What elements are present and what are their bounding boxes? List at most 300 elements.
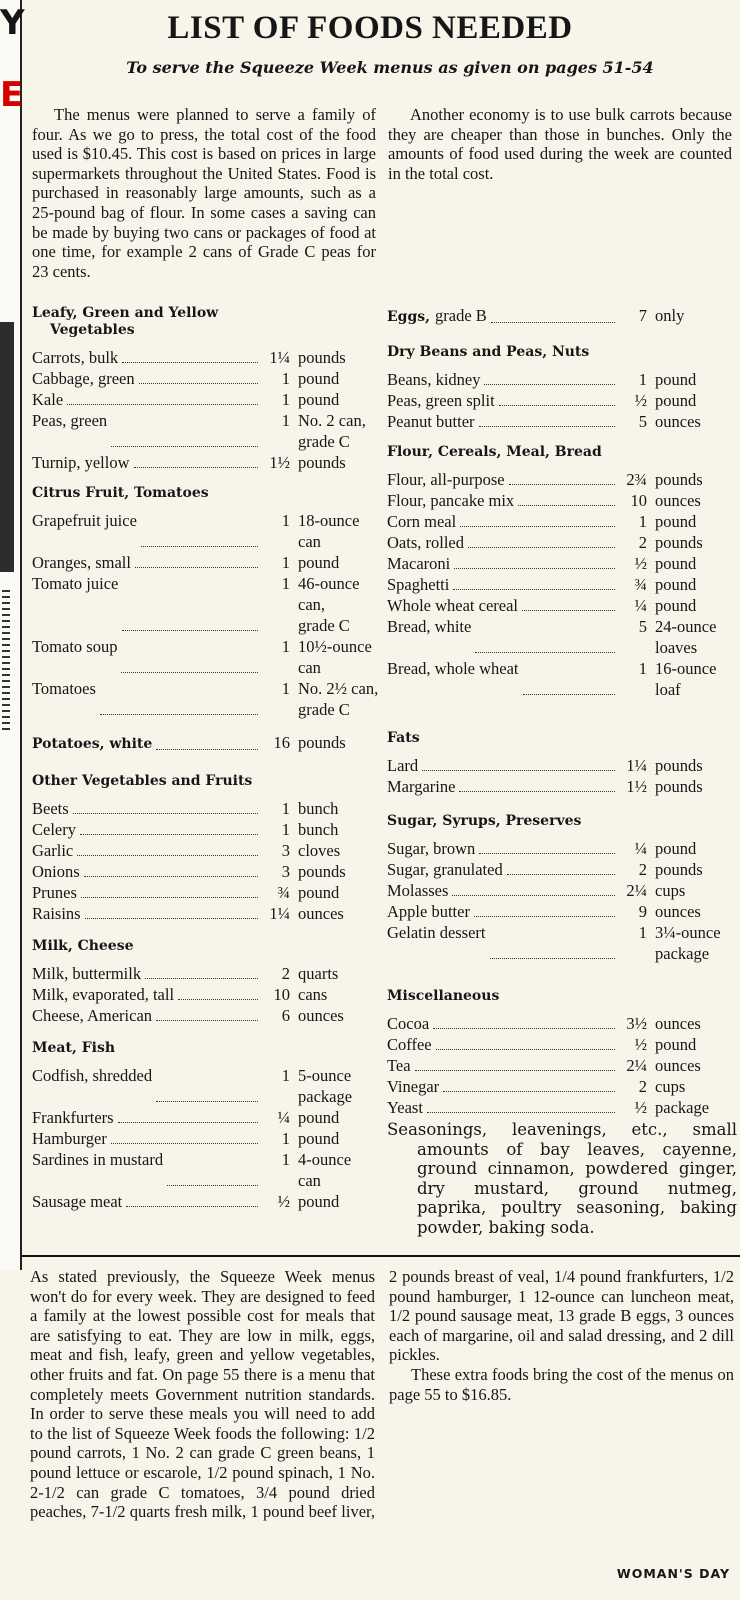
food-item-name: Carrots, bulk [32,348,119,367]
food-item [387,532,737,553]
leader-dots [509,469,615,485]
food-item-quantity: ½ [634,554,647,573]
food-item-unit: ounces [655,412,701,431]
food-item-quantity: 2 [638,860,647,879]
section-heading-line: Other Vegetables and Fruits [32,773,253,789]
section-heading-line: Meat, Fish [32,1040,116,1056]
section-heading [387,344,737,361]
food-item-unit: pound [298,883,340,902]
leader-dots [460,511,615,527]
food-item [387,490,737,511]
food-item [32,861,384,882]
food-item-name: Sardines in mustard [32,1150,164,1169]
leader-dots [139,368,258,384]
food-item [32,573,384,636]
food-item-quantity: 3½ [626,1014,647,1033]
food-item-unit: 24-ounce loaves [655,617,717,657]
food-item [387,1055,737,1076]
food-item [387,859,737,880]
leader-dots [156,1005,258,1021]
leader-dots [499,390,615,406]
food-item [387,1097,737,1118]
food-item-unit: pound [298,1192,340,1211]
food-item-name-suffix: grade B [435,306,487,325]
leader-dots [121,636,258,673]
leader-dots [507,859,615,875]
food-item-unit: 18-ounce can [298,511,360,551]
food-item [387,305,737,328]
food-item-name: Spaghetti [387,575,450,594]
food-item-unit: pounds [655,533,703,552]
section-heading-line: Leafy, Green and Yellow [32,305,219,321]
food-item [387,574,737,595]
food-item-quantity: 5 [638,617,647,636]
food-item [387,469,737,490]
section-heading-line: Citrus Fruit, Tomatoes [32,485,209,501]
leader-dots [145,963,258,979]
food-section [387,444,737,700]
food-item [32,732,384,755]
edge-photo [0,322,14,572]
bottom-paragraph: These extra foods bring the cost of the menus on page 55 to $16.85. [389,1364,734,1404]
food-item-unit: 3¼-ounce package [655,923,721,963]
food-item-quantity: 3 [281,841,290,860]
food-item-unit: ounces [298,904,344,923]
food-list-left-column [32,305,384,1226]
food-item-quantity: 1¼ [269,904,290,923]
food-section [387,305,737,328]
section-heading [32,773,384,790]
food-section [387,730,737,797]
food-item-name: Tomatoes [32,679,96,698]
leader-dots [474,901,615,917]
food-item-name: Kale [32,390,64,409]
food-item-name: Yeast [387,1098,423,1117]
food-item [32,819,384,840]
food-item-quantity: ¼ [277,1108,290,1127]
food-item-quantity: 1 [281,637,290,656]
food-item-unit: pound [655,575,697,594]
food-item-name: Codfish, shredded [32,1066,153,1085]
food-item-quantity: ½ [634,391,647,410]
section-heading [387,444,737,461]
food-item-unit: cans [298,985,328,1004]
food-item-unit: ounces [655,491,701,510]
leader-dots [522,595,615,611]
food-item-unit: pounds [655,470,703,489]
section-heading [32,1040,384,1057]
food-item-name [387,305,487,328]
food-item-quantity: 2 [638,533,647,552]
food-item-name: Flour, pancake mix [387,491,515,510]
food-item-quantity: 1 [281,799,290,818]
food-item-name: Garlic [32,841,74,860]
food-item [387,411,737,432]
leader-dots [84,861,258,877]
food-item-unit: bunch [298,820,339,839]
food-section [32,1040,384,1212]
food-item-name: Turnip, yellow [32,453,130,472]
food-item [32,1191,384,1212]
food-item-name: Bread, whole wheat [387,659,519,678]
leader-dots [422,755,615,771]
food-item-name: Tomato juice [32,574,119,593]
leader-dots [122,573,258,631]
food-item [387,390,737,411]
leader-dots [523,658,616,695]
magazine-footer: WOMAN'S DAY [616,1566,730,1581]
section-heading [32,485,384,502]
food-item-unit: ounces [298,1006,344,1025]
food-item-quantity: 2¼ [626,881,647,900]
seasonings-note: Seasonings, leavenings, etc., small amounts of bay leaves, cayenne, ground cinnamon, powdered ginger, dry mustard, ground nutmeg, paprika, poultry seasoning, baking powder, baking soda. [387,1120,737,1237]
food-list-right-column [387,305,737,1252]
food-item [32,840,384,861]
food-item-quantity: 1 [281,1066,290,1085]
food-item-quantity: ½ [277,1192,290,1211]
food-item-unit: No. 2½ can, grade C [298,679,379,719]
section-heading: Eggs, [387,309,431,325]
food-item [32,368,384,389]
food-item-unit: No. 2 can, grade C [298,411,366,451]
food-item-unit: 46-ounce can, grade C [298,574,360,635]
food-item [387,1013,737,1034]
food-item-unit: pounds [298,862,346,881]
food-item [32,389,384,410]
food-item [32,1065,384,1107]
food-item [387,776,737,797]
leader-dots [459,776,615,792]
food-item-name: Hamburger [32,1129,107,1148]
food-section [32,938,384,1026]
leader-dots [475,616,615,653]
food-item [32,1149,384,1191]
leader-dots [118,1107,258,1123]
food-item-unit: pounds [655,756,703,775]
food-item-name: Onions [32,862,80,881]
leader-dots [111,1128,258,1144]
leader-dots [77,840,258,856]
leader-dots [433,1013,615,1029]
food-item-quantity: 1 [281,820,290,839]
leader-dots [141,510,258,547]
food-item-name: Peas, green split [387,391,495,410]
food-item [387,755,737,776]
food-item-unit: pound [655,512,697,531]
food-item [32,1005,384,1026]
page-title: LIST OF FOODS NEEDED [167,10,573,46]
food-item-quantity: ½ [634,1098,647,1117]
food-item-quantity: 1 [638,370,647,389]
food-item [32,510,384,552]
food-item [387,369,737,390]
food-item-quantity: 2¼ [626,1056,647,1075]
leader-dots [178,984,258,1000]
food-item-unit: pound [298,1108,340,1127]
leader-dots [484,369,615,385]
leader-dots [443,1076,615,1092]
food-item-name [32,732,152,755]
food-item [387,838,737,859]
food-item-quantity: 1 [281,574,290,593]
food-item-quantity: 1 [638,923,647,942]
food-item-name: Margarine [387,777,456,796]
leader-dots [122,347,258,363]
food-item [32,984,384,1005]
leader-dots [135,552,258,568]
leader-dots [67,389,258,405]
leader-dots [479,411,615,427]
section-heading-line: Vegetables [50,322,135,338]
food-item-unit: pound [655,596,697,615]
food-item-quantity: 1¼ [269,348,290,367]
food-item-quantity: 1 [281,369,290,388]
food-item [387,901,737,922]
food-item-quantity: 1 [638,659,647,678]
leader-dots [80,819,258,835]
food-item-quantity: 1 [281,1129,290,1148]
food-item-unit: 5-ounce package [298,1066,353,1106]
food-item [32,452,384,473]
food-item-quantity: 3 [281,862,290,881]
food-item-quantity: 2 [638,1077,647,1096]
food-item-quantity: ½ [634,1035,647,1054]
food-section [32,732,384,755]
intro-paragraph: Another economy is to use bulk carrots because they are cheaper than those in bunches. Only the amounts of food used during the week are counted in the total cost. [388,105,732,183]
food-item-name: Cheese, American [32,1006,153,1025]
food-item [32,410,384,452]
food-item [32,903,384,924]
food-item [387,616,737,658]
leader-dots [454,553,615,569]
section-heading-line: Dry Beans and Peas, Nuts [387,344,590,360]
food-item-unit: 4-ounce can [298,1150,352,1190]
food-item-name: Beets [32,799,69,818]
food-item-quantity: 1 [281,553,290,572]
food-item-quantity: 6 [281,1006,290,1025]
food-item-quantity: 1 [281,1150,290,1169]
food-item-name: Beans, kidney [387,370,481,389]
food-item-quantity: 10 [273,985,290,1004]
food-item-unit: pound [298,390,340,409]
leader-dots [100,678,258,715]
food-item-quantity: 1 [281,511,290,530]
food-item-name: Bread, white [387,617,472,636]
food-item-name: Milk, buttermilk [32,964,142,983]
section-heading-line: Fats [387,730,420,746]
food-item-name: Flour, all-purpose [387,470,505,489]
food-item-name: Sausage meat [32,1192,123,1211]
food-item-name: Tomato soup [32,637,118,656]
food-item-quantity: 5 [638,412,647,431]
food-item-name: Lard [387,756,419,775]
food-item-name: Cocoa [387,1014,430,1033]
food-item [387,1076,737,1097]
food-item-name: Tea [387,1056,411,1075]
adjacent-page-edge [0,0,25,1270]
food-item-name: Coffee [387,1035,432,1054]
food-item [32,963,384,984]
food-item-unit: ounces [655,1014,701,1033]
bottom-text [30,1267,734,1537]
food-item [387,511,737,532]
food-item [387,880,737,901]
food-item-quantity: 1¼ [626,756,647,775]
food-item-quantity: ¾ [634,575,647,594]
food-item-unit: quarts [298,964,339,983]
food-item-name: Molasses [387,881,449,900]
food-item-quantity: ¾ [277,883,290,902]
food-item-name: Prunes [32,883,77,902]
food-item [32,1107,384,1128]
food-item-name: Whole wheat cereal [387,596,519,615]
leader-dots [111,410,258,447]
food-item-unit: cups [655,1077,686,1096]
food-item-name: Apple butter [387,902,470,921]
food-item-name: Grapefruit juice [32,511,137,530]
food-item-quantity: 9 [638,902,647,921]
food-item-quantity: 1 [281,411,290,430]
food-item [32,347,384,368]
section-heading-line: Sugar, Syrups, Preserves [387,813,582,829]
food-item-unit: cloves [298,841,341,860]
food-item-quantity: 1 [638,512,647,531]
leader-dots [81,882,258,898]
leader-dots [427,1097,615,1113]
food-item [32,1128,384,1149]
leader-dots [468,532,615,548]
leader-dots [452,880,615,896]
food-item-quantity: 1 [281,679,290,698]
food-section [387,813,737,964]
food-item [32,636,384,678]
food-item-unit: pound [298,1129,340,1148]
intro-paragraph: The menus were planned to serve a family of four. As we go to press, the total cost of the food used is $10.45. This cost is based on prices in large supermarkets throughout the United States. Food is purchased in reasonably large amounts, such as a 25-pound bag of flour. In some cases a saving can be made by buying two cans or packages of food at one time, for example 2 cans of Grade C peas for 23 cents. [32,105,376,281]
food-item-quantity: 1 [281,390,290,409]
food-item-unit: ounces [655,1056,701,1075]
leader-dots [156,732,258,750]
food-item-quantity: 2¾ [626,470,647,489]
food-item-unit: pound [298,553,340,572]
leader-dots [436,1034,615,1050]
food-item-quantity: 10 [630,491,647,510]
food-section [387,344,737,432]
food-item [387,922,737,964]
leader-dots [167,1149,258,1186]
food-item-name: Peas, green [32,411,108,430]
food-item-name: Sugar, granulated [387,860,503,879]
food-item-unit: pounds [298,733,346,752]
food-item-name: Gelatin dessert [387,923,486,942]
food-item-name: Oats, rolled [387,533,464,552]
section-heading-line: Milk, Cheese [32,938,134,954]
food-item-unit: 16-ounce loaf [655,659,717,699]
food-item-quantity: 7 [638,306,647,325]
food-item-quantity: 1½ [626,777,647,796]
leader-dots [518,490,615,506]
food-item-name: Corn meal [387,512,457,531]
food-item-unit: pounds [298,348,346,367]
food-item-unit: cups [655,881,686,900]
food-item-name: Milk, evaporated, tall [32,985,175,1004]
section-heading [387,813,737,830]
section-divider [20,1255,740,1257]
food-item-name: Frankfurters [32,1108,114,1127]
edge-text-strip [2,590,10,730]
section-heading: Potatoes, white [32,736,153,752]
food-item [32,798,384,819]
food-item-quantity: ¼ [634,839,647,858]
leader-dots [491,305,615,323]
food-item-name: Macaroni [387,554,451,573]
food-item-unit: pounds [655,777,703,796]
leader-dots [453,574,615,590]
leader-dots [490,922,615,959]
food-item-unit: pound [655,839,697,858]
food-item-name: Raisins [32,904,81,923]
section-heading [387,730,737,747]
section-heading [32,305,384,339]
bottom-paragraph: As stated previously, the Squeeze Week menus won't do for every week. They are designed to feed a family at the lowest possible cost for meals that are satisfying to eat. They are low in milk, eggs, meat and fish, leafy, green and yellow vegetables, other fruits and fat. On page 55 there is a menu that completely meets Government nutrition standards. In order to serve these meals you will need to add to the list of Squeeze Week foods the following: 1/2 pound carrots, 1 No. 2 can grade C green beans, 1 pound lettuce or escarole, 1/2 pound spinach, 1 No. 2-1/2 can grade C tomatoes, 3/4 pound dried peaches, 7-1/2 quarts fresh milk, 1 pound beef liver, 2 pounds breast of veal, 1/4 pound frankfurters, 1/2 pound hamburger, 1 12-ounce can luncheon meat, 1/2 pound sausage meat, 13 grade B eggs, 3 ounces each of margarine, oil and salad dressing, and 2 dill pickles. [30,1267,734,1522]
leader-dots [134,452,259,468]
food-item [387,658,737,700]
section-heading-line: Miscellaneous [387,988,500,1004]
food-item [387,595,737,616]
leader-dots [415,1055,615,1071]
leader-dots [479,838,615,854]
intro-text [32,105,732,283]
food-section [32,305,384,473]
food-section [387,988,737,1238]
food-item-unit: pounds [298,453,346,472]
food-item-quantity: 2 [281,964,290,983]
food-item-quantity: 16 [273,733,290,752]
food-item-unit: pound [655,370,697,389]
leader-dots [126,1191,258,1207]
food-item-unit: pound [655,1035,697,1054]
food-item-quantity: 1½ [269,453,290,472]
food-item [32,678,384,720]
food-item-unit: only [655,306,685,325]
leader-dots [73,798,258,814]
food-item-unit: pound [655,554,697,573]
leader-dots [156,1065,258,1102]
section-heading-line: Flour, Cereals, Meal, Bread [387,444,602,460]
food-item-unit: package [655,1098,710,1117]
food-item-unit: bunch [298,799,339,818]
food-item-name: Oranges, small [32,553,131,572]
food-item-unit: pound [655,391,697,410]
food-item-unit: ounces [655,902,701,921]
edge-letter: E [0,75,24,115]
edge-letter: Y [0,3,25,43]
food-item-name: Peanut butter [387,412,475,431]
food-item-quantity: ¼ [634,596,647,615]
food-item-name: Celery [32,820,76,839]
food-item-unit: 10½-ounce can [298,637,372,677]
leader-dots [85,903,258,919]
food-item [32,882,384,903]
food-item [387,1034,737,1055]
page-subtitle: To serve the Squeeze Week menus as given on pages 51-54 [126,58,654,77]
food-item-name: Vinegar [387,1077,440,1096]
food-item [387,553,737,574]
food-section [32,773,384,924]
food-item-unit: pound [298,369,340,388]
food-item-name: Sugar, brown [387,839,476,858]
section-heading [387,988,737,1005]
food-item [32,552,384,573]
